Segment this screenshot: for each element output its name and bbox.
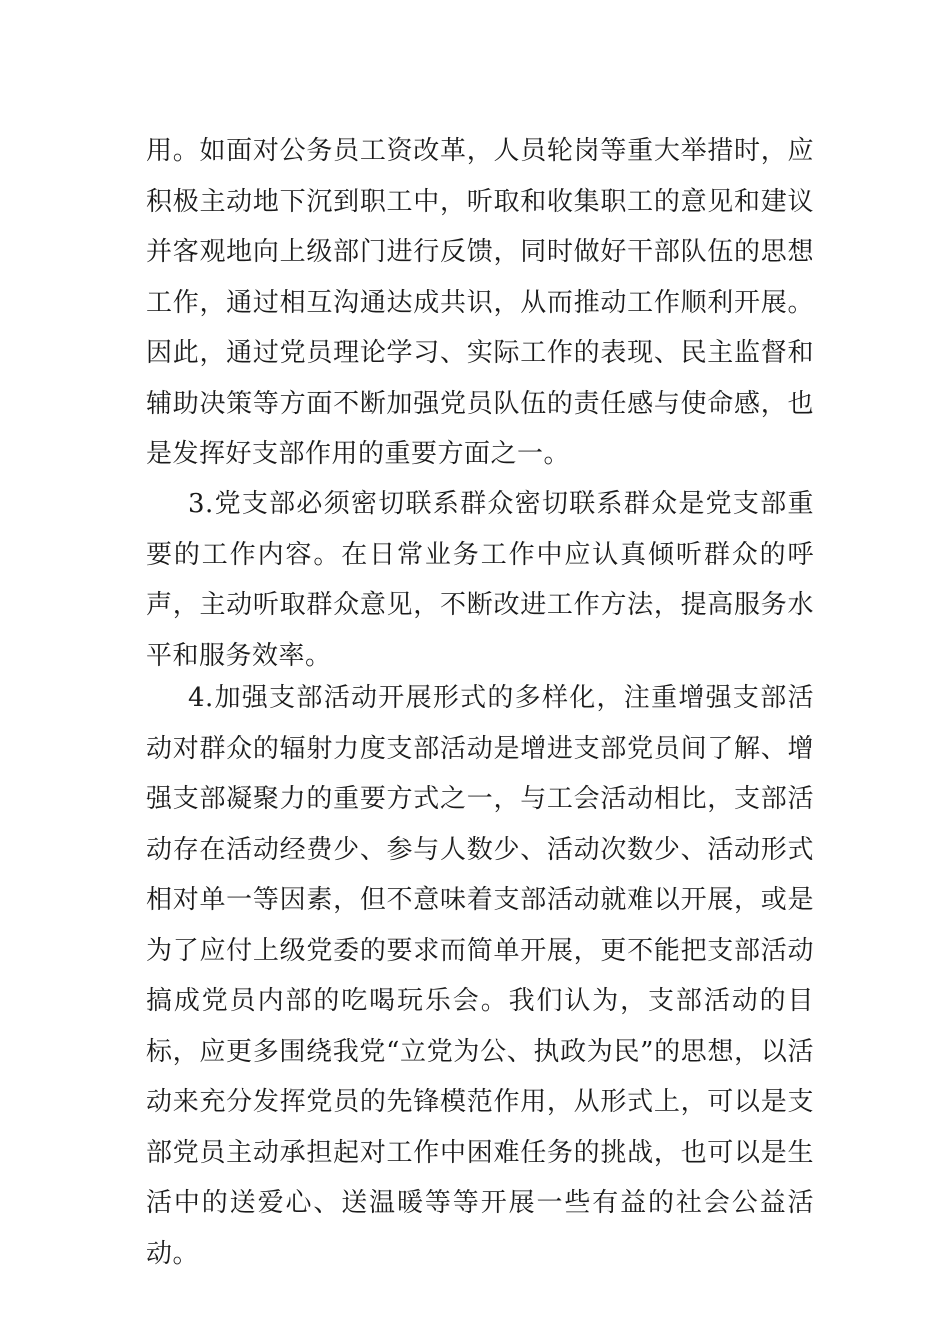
paragraph-item-4: 4.加强支部活动开展形式的多样化，注重增强支部活动对群众的辐射力度支部活动是增进支部党员间了解、增强支部凝聚力的重要方式之一，与工会活动相比，支部活动存在活动经费少、参与人数少、活动次数少、活动形式相对单一等因素，但不意味着支部活动就难以开展，或是为了应付上级党委的要求而简单开展，更不能把支部活动搞成党员内部的吃喝玩乐会。我们认为，支部活动的目标，应更多围绕我党“立党为公、执政为民”的思想，以活动来充分发挥党员的先锋模范作用，从形式上，可以是支部党员主动承担起对工作中困难任务的挑战，也可以是生活中的送爱心、送温暖等等开展一些有益的社会公益活动。: [146, 683, 814, 1269]
paragraph-item-3: 3.党支部必须密切联系群众密切联系群众是党支部重要的工作内容。在日常业务工作中应认真倾听群众的呼声，主动听取群众意见，不断改进工作方法，提高服务水平和服务效率。: [146, 489, 814, 671]
paragraph-continuation: 用。如面对公务员工资改革，人员轮岗等重大举措时，应积极主动地下沉到职工中，听取和收集职工的意见和建议并客观地向上级部门进行反馈，同时做好干部队伍的思想工作，通过相互沟通达成共识，从而推动工作顺利开展。因此，通过党员理论学习、实际工作的表现、民主监督和辅助决策等方面不断加强党员队伍的责任感与使命感，也是发挥好支部作用的重要方面之一。: [146, 136, 814, 469]
